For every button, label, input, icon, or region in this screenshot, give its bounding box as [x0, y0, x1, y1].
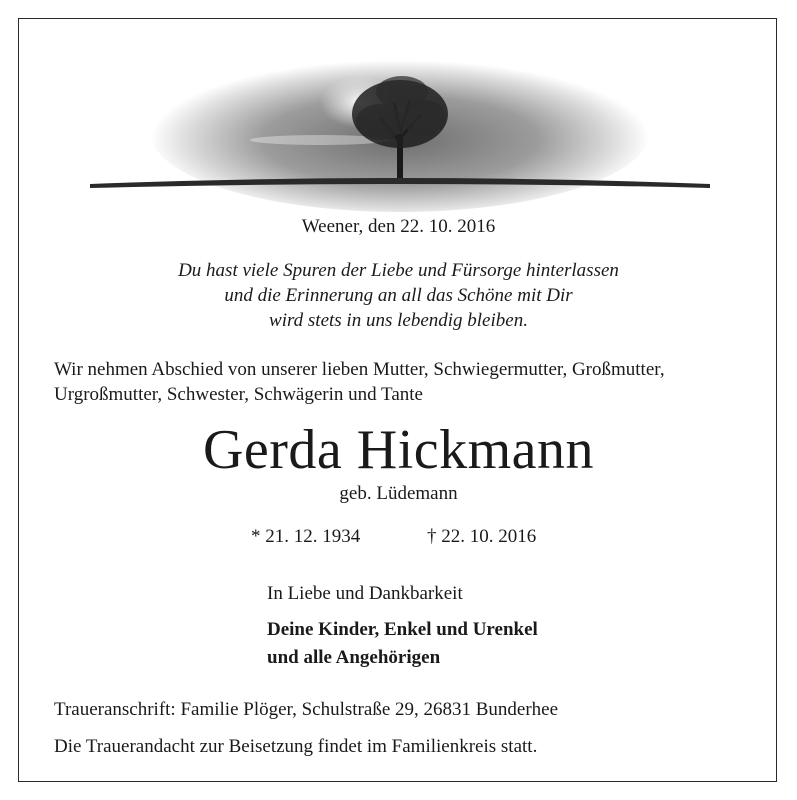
mourners-line: und alle Angehörigen	[267, 647, 441, 668]
mourners-line: Deine Kinder, Enkel und Urenkel	[267, 619, 538, 640]
deceased-name: Gerda Hickmann	[202, 419, 595, 481]
poem-line: wird stets in uns lebendig bleiben.	[269, 310, 528, 331]
farewell-line: Urgroßmutter, Schwester, Schwägerin und Tante	[54, 384, 423, 405]
service-note: Die Trauerandacht zur Beisetzung findet im Familienkreis statt.	[54, 736, 538, 757]
poem-line: und die Erinnerung an all das Schöne mit Dir	[224, 285, 573, 306]
poem-line: Du hast viele Spuren der Liebe und Fürsorge hinterlassen	[178, 260, 619, 281]
mourning-address: Traueranschrift: Familie Plöger, Schulstraße 29, 26831 Bunderhee	[54, 699, 559, 720]
mourners-intro: In Liebe und Dankbarkeit	[267, 583, 463, 604]
place-date: Weener, den 22. 10. 2016	[301, 216, 496, 237]
tree-landscape-image	[90, 22, 710, 222]
birth-date: * 21. 12. 1934	[251, 526, 361, 547]
farewell-text	[54, 357, 665, 407]
farewell-line: Wir nehmen Abschied von unserer lieben Mutter, Schwiegermutter, Großmutter,	[54, 359, 665, 380]
memorial-poem	[0, 258, 797, 333]
birth-name: geb. Lüdemann	[339, 483, 458, 504]
death-date: † 22. 10. 2016	[427, 526, 537, 547]
mourners-list	[267, 616, 538, 672]
